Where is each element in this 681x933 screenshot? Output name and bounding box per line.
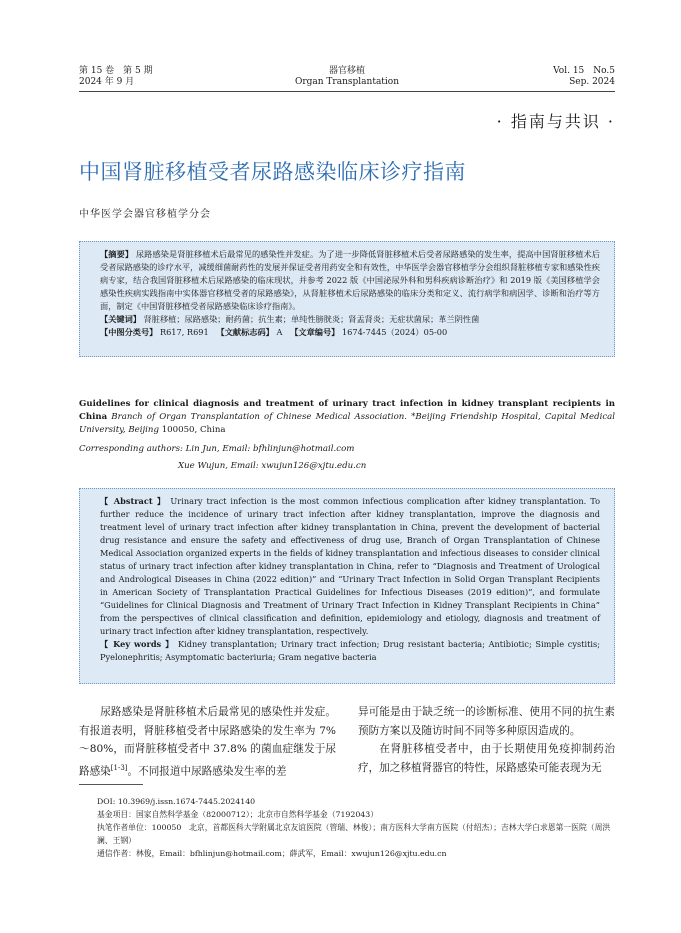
abstract-en-box bbox=[79, 488, 615, 684]
header-volume-issue: 第 15 卷 第 5 期 bbox=[79, 66, 153, 76]
footnote-contact: 通信作者：林俊，Email：bfhlinjun@hotmail.com；薛武军，Email：xwujun126@xjtu.edu.cn bbox=[97, 849, 447, 858]
footnote-author-units: 执笔作者单位：100050 北京，首都医科大学附属北京友谊医院（管瑞、林俊）；南方医科大学南方医院（付绍杰）；吉林大学白求恩第一医院（周洪澜、王钢） bbox=[97, 823, 611, 845]
abstract-en bbox=[100, 495, 600, 638]
doc-code-value: A bbox=[276, 327, 283, 337]
citation-ref: [1-3] bbox=[110, 763, 128, 772]
header-vol-no: Vol. 15 No.5 bbox=[553, 66, 615, 76]
abstract-en-text: Urinary tract infection is the most common infectious complication after kidney transplantation. To further reduce the incidence of urinary tract infection after kidney transplantation, improve the diagnosis and treatment level of urinary tract infection after kidney transplantation in China, prevent the development of bacterial drug resistance and ensure the safety and effectiveness of drug use, Branch of Organ Transplantation of Chinese Medical Association organized experts in the fields of kidney transplantation and infectious diseases to consider clinical status of urinary tract infection after kidney transplantation in China, refer to “Diagnosis and Treatment of Urological and Andrological Diseases in China (2022 edition)” and “Urinary Tract Infection in Solid Organ Transplant Recipients in American Society of Transplantation Practical Guidelines for Infectious Diseases (2019 edition)”, and formulate “Guidelines for Clinical Diagnosis and Treatment of Urinary Tract Infection in Kidney Transplant Recipients in China” from the perspectives of clinical classification and definition, epidemiology and etiology, diagnosis and treatment of urinary tract infection after kidney transplantation, respectively. bbox=[100, 496, 600, 636]
keywords-en-label: 【 Key words 】 bbox=[100, 639, 175, 649]
keywords-cn bbox=[100, 313, 600, 326]
header-volume-en bbox=[553, 66, 615, 88]
footnote-funding: 基金项目：国家自然科学基金（82000712）；北京市自然科学基金（7192043） bbox=[97, 810, 379, 819]
body-text: 尿路感染是肾脏移植术后最常见的感染性并发症。有报道表明，肾脏移植受者中尿路感染的发生率为 7%～80%，而肾脏移植受者中 37.8% 的菌血症继发于尿路感染 bbox=[79, 706, 336, 778]
abstract-cn-box bbox=[79, 241, 615, 357]
body-column-right bbox=[358, 703, 615, 777]
english-affiliation: Branch of Organ Transplantation of Chinese Medical Association. *Beijing Friendship Hospital, Capital Medical University, Beijing bbox=[79, 412, 616, 435]
header-journal-en: Organ Transplantation bbox=[294, 77, 400, 87]
footnotes bbox=[79, 795, 615, 860]
english-title: Guidelines for clinical diagnosis and treatment of urinary tract infection in kidney transplant recipients in China bbox=[79, 399, 615, 422]
corresponding-author-2: Xue Wujun, Email: xwujun126@xjtu.edu.cn bbox=[178, 461, 367, 471]
abstract-cn-label: 【摘要】 bbox=[100, 249, 134, 259]
footnote-doi: DOI: 10.3969/j.issn.1674-7445.2024140 bbox=[97, 797, 256, 806]
header-journal-cn: 器官移植 bbox=[328, 66, 365, 76]
header-date-en: Sep. 2024 bbox=[569, 77, 615, 87]
article-title: 中国肾脏移植受者尿路感染临床诊疗指南 bbox=[79, 160, 466, 184]
body-paragraph bbox=[79, 703, 336, 781]
english-postcode: 100050, China bbox=[161, 425, 226, 435]
body-column-left bbox=[79, 703, 336, 781]
doc-code-label: 【文献标志码】 bbox=[216, 327, 274, 337]
classification-line bbox=[100, 326, 600, 339]
section-label: · 指南与共识 · bbox=[496, 112, 615, 131]
corresponding-author-1: Corresponding authors: Lin Jun, Email: bfhlinjun@hotmail.com bbox=[79, 444, 355, 454]
keywords-en bbox=[100, 638, 600, 664]
keywords-cn-text: 肾脏移植；尿路感染；耐药菌；抗生素；单纯性膀胱炎；肾盂肾炎；无症状菌尿；革兰阴性菌 bbox=[143, 314, 480, 324]
keywords-en-text: Kidney transplantation; Urinary tract infection; Drug resistant bacteria; Antibiotic; Simple cystitis; Pyelonephritis; Asymptomatic bacteriuria; Gram negative bacteria bbox=[100, 639, 600, 662]
header-date-cn: 2024 年 9 月 bbox=[79, 77, 135, 87]
body-paragraph: 在肾脏移植受者中，由于长期使用免疫抑制药治疗，加之移植肾器官的特性，尿路感染可能表现为无 bbox=[358, 743, 615, 774]
author-organization: 中华医学会器官移植学分会 bbox=[79, 209, 211, 220]
clc-label: 【中图分类号】 bbox=[100, 327, 158, 337]
header-journal bbox=[79, 66, 615, 88]
article-no-label: 【文章编号】 bbox=[290, 327, 340, 337]
clc-value: R617, R691 bbox=[159, 327, 209, 337]
body-text-tail: 。不同报道中尿路感染发生率的差 bbox=[127, 765, 287, 778]
body-paragraph-continued: 异可能是由于缺乏统一的诊断标准、使用不同的抗生素预防方案以及随访时间不同等多种原因造成的。 bbox=[358, 706, 615, 737]
abstract-cn-text: 尿路感染是肾脏移植术后最常见的感染性并发症。为了进一步降低肾脏移植术后受者尿路感染的发生率，提高中国肾脏移植术后受者尿路感染的诊疗水平，减缓细菌耐药性的发展并保证受者用药安全和有效性，中华医学会器官移植学分会组织肾脏移植专家和感染性疾病专家，结合我国肾脏移植术后尿路感染的临床现状，并参考 2022 版《中国泌尿外科和男科疾病诊断治疗》和 2019 版《美国移植学会感染性疾病实践指南中实体器官移植受者的尿路感染》，从肾脏移植术后尿路感染的临床分类和定义、流行病学和病因学、诊断和治疗等方面，制定《中国肾脏移植受者尿路感染临床诊疗指南》。 bbox=[100, 249, 600, 311]
abstract-cn bbox=[100, 248, 600, 313]
footnote-rule bbox=[79, 784, 143, 785]
keywords-cn-label: 【关键词】 bbox=[100, 314, 141, 324]
header-rule bbox=[79, 91, 615, 92]
abstract-en-label: 【 Abstract 】 bbox=[100, 496, 167, 506]
article-no-value: 1674-7445（2024）05-00 bbox=[341, 327, 448, 337]
english-title-block bbox=[79, 398, 615, 437]
